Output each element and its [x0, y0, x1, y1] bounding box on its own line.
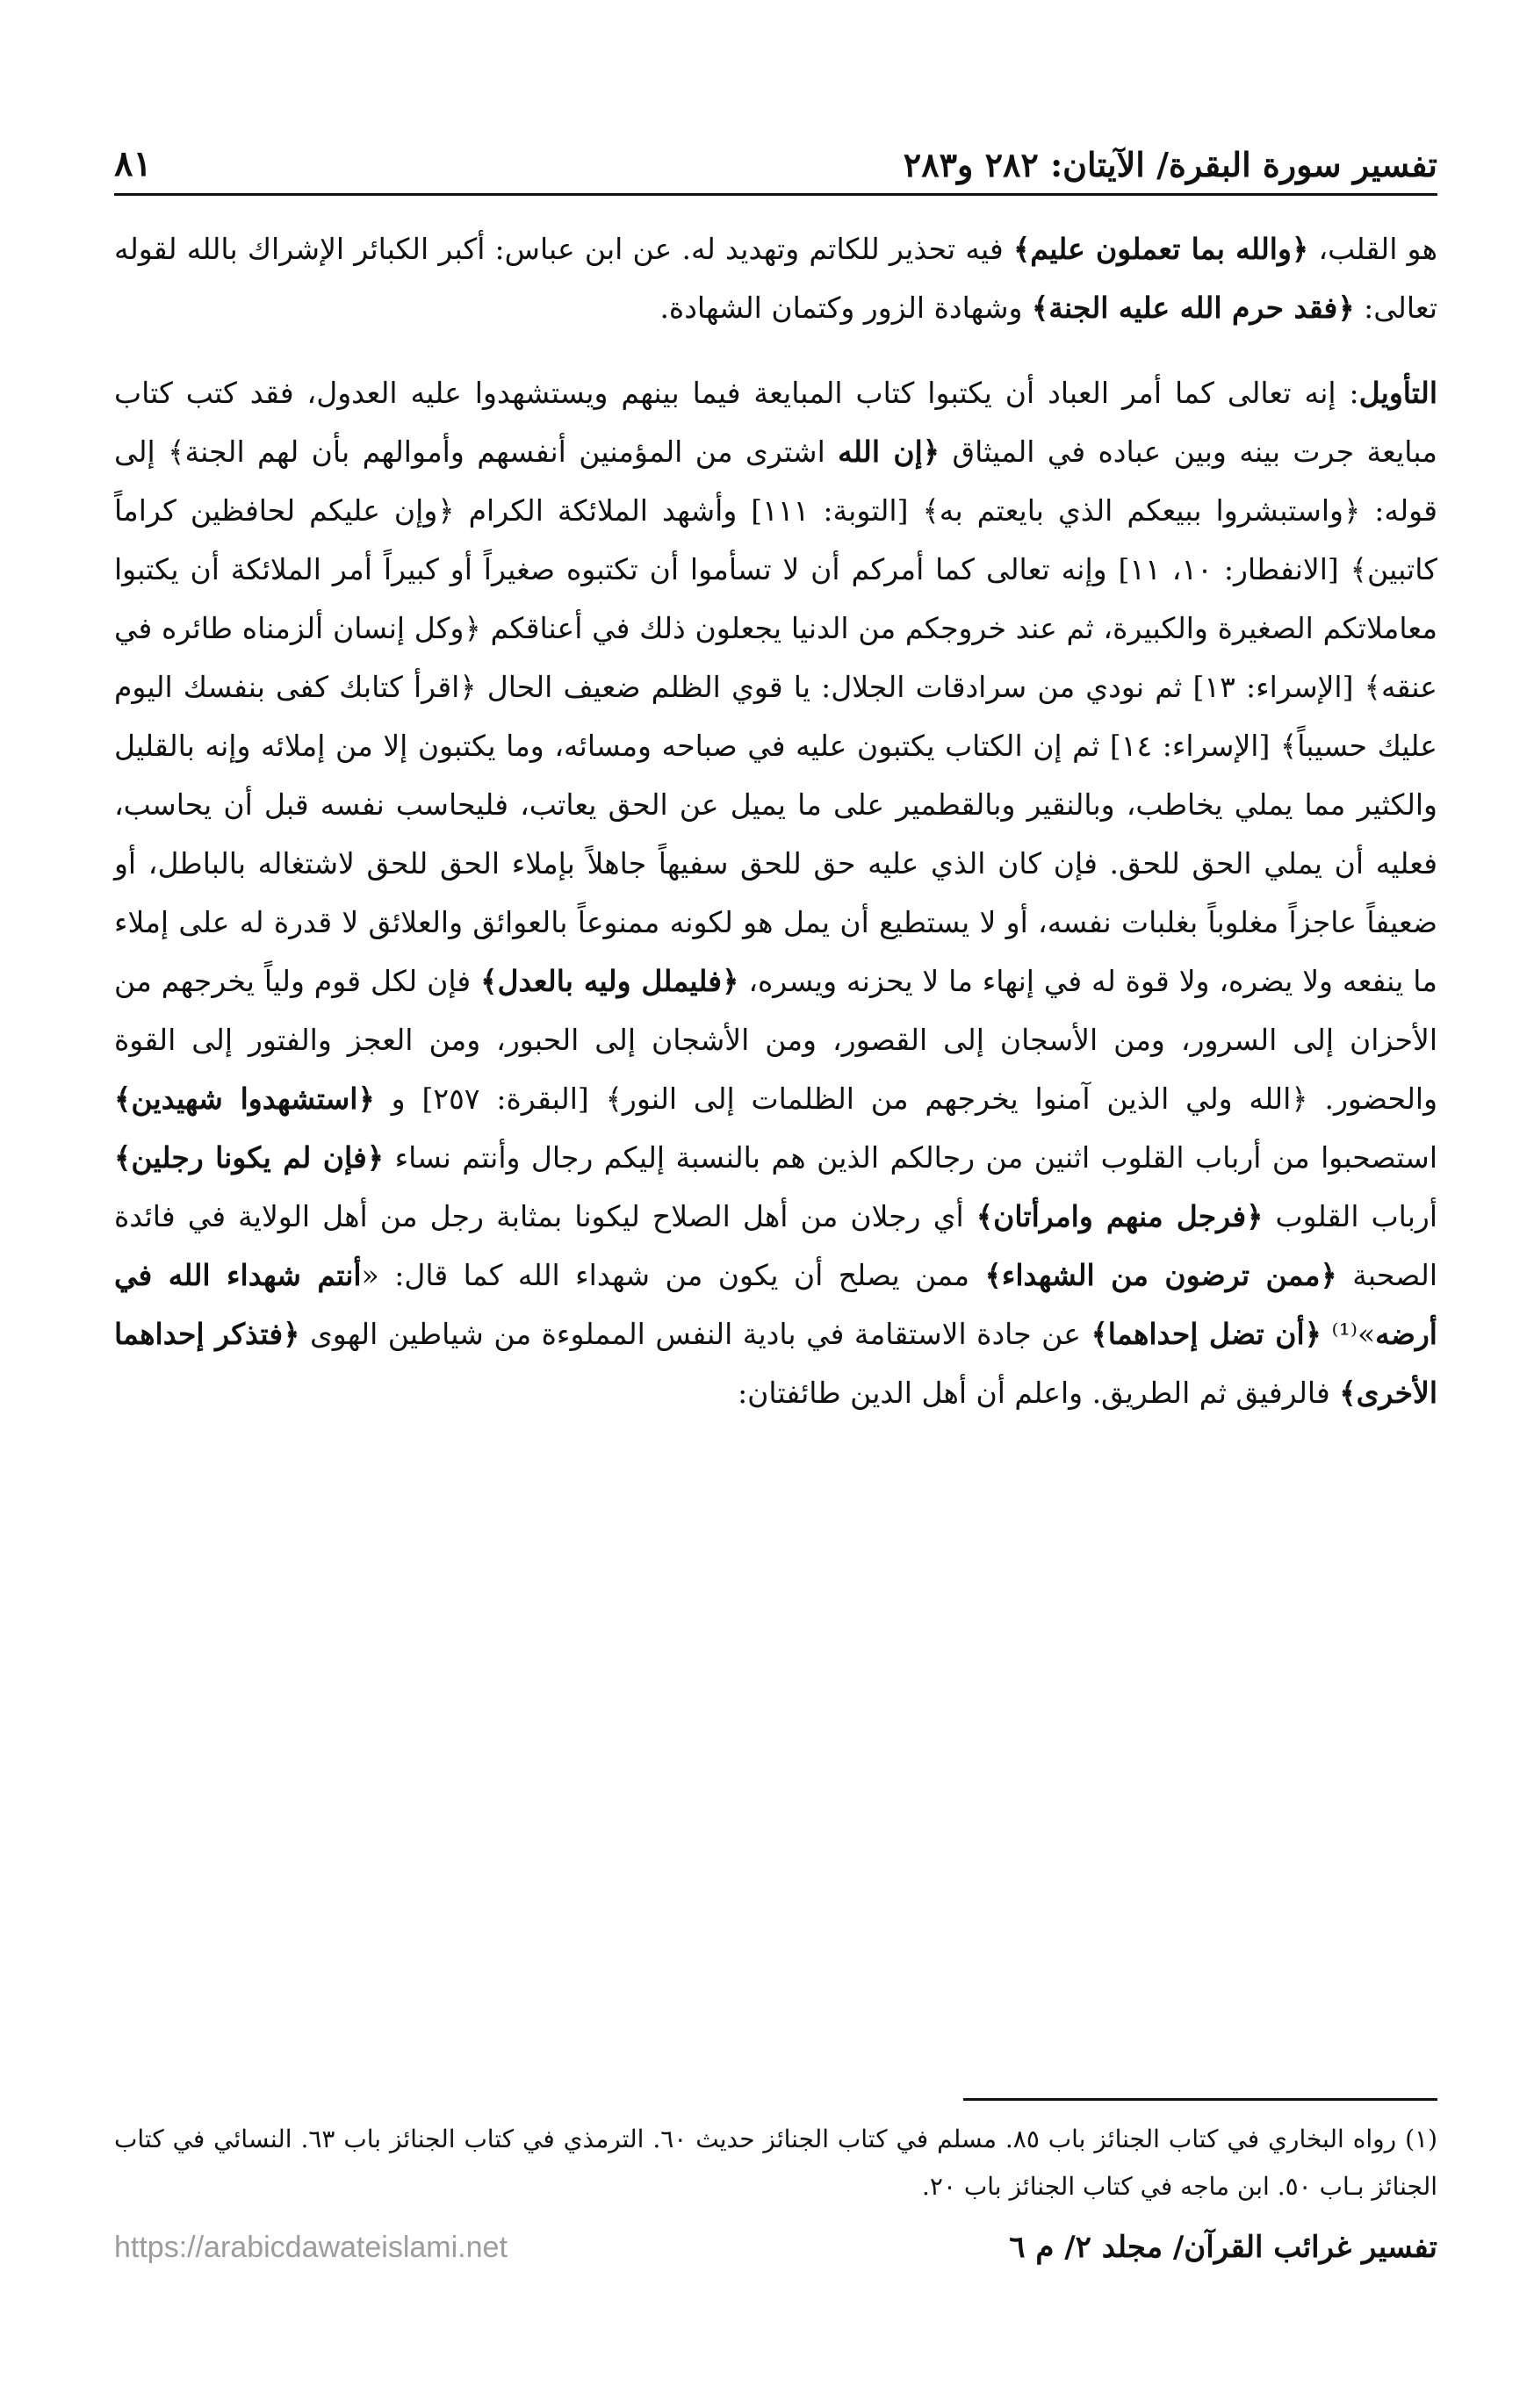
bold-phrase: ﴿إن الله — [838, 435, 940, 469]
bold-phrase: ﴿فإن لم يكونا رجلين﴾ — [114, 1140, 385, 1175]
bold-phrase: ﴿استشهدوا شهيدين﴾ — [114, 1082, 375, 1116]
text-run: فالرفيق ثم الطريق. واعلم أن أهل الدين طائفتان: — [738, 1376, 1340, 1410]
bold-phrase: ﴿أن تضل إحداهما﴾ — [1091, 1317, 1322, 1351]
bold-phrase: ﴿فقد حرم الله عليه الجنة﴾ — [1031, 291, 1355, 325]
bold-phrase: ﴿فليملل وليه بالعدل﴾ — [480, 964, 739, 998]
page-number: ٨١ — [114, 143, 152, 184]
text-run: استصحبوا من أرباب القلوب اثنين من رجالكم الذين هم بالنسبة إليكم رجال وأنتم نساء — [384, 1140, 1437, 1175]
text-run: : إنه تعالى كما أمر العباد أن يكتبوا كتاب المبايعة فيما بينهم ويستشهدوا عليه العدول، فقد كتب كتاب مبايعة جرت بينه وبين عباده في الميثاق — [114, 376, 1437, 469]
text-run: أرباب القلوب — [1263, 1199, 1437, 1233]
main-text — [114, 219, 1437, 1422]
text-run: أي رجلان من أهل الصلاح ليكونا بمثابة رجل من أهل الولاية في فائدة الصحبة — [114, 1199, 1437, 1292]
page-header — [114, 132, 1437, 184]
paragraph — [114, 219, 1437, 337]
paragraph — [114, 363, 1437, 1422]
text-run: »⁽¹⁾ — [1321, 1317, 1376, 1351]
text-run: ممن يصلح أن يكون من شهداء الله كما قال: « — [361, 1258, 985, 1292]
footnote: (١) رواه البخاري في كتاب الجنائز باب ٨٥. مسلم في كتاب الجنائز حديث ٦٠. الترمذي في كتاب الجنائز باب ٦٣. النسائي في كتاب الجنائز بـاب ٥٠. ابن ماجه في كتاب الجنائز باب ٢٠. — [114, 2124, 1438, 2201]
text-run: وشهادة الزور وكتمان الشهادة. — [659, 291, 1032, 325]
footnote-divider — [963, 2098, 1437, 2101]
text-run: اشترى من المؤمنين أنفسهم وأموالهم بأن لهم الجنة﴾ إلى قوله: ﴿واستبشروا ببيعكم الذي بايعتم به﴾ [التوبة: ١١١] وأشهد الملائكة الكرام ﴿وإن عليكم لحافظين كراماً كاتبين﴾ [الانفطار: ١٠، ١١] وإنه تعالى كما أمركم أن لا تسأموا أن تكتبوه صغيراً أو كبيراً أمر الملائكة أن يكتبوا معاملاتكم الصغيرة والكبيرة، ثم عند خروجكم من الدنيا يجعلون ذلك في أعناقكم ﴿وكل إنسان ألزمناه طائره في عنقه﴾ [الإسراء: ١٣] ثم نودي من سرادقات الجلال: يا قوي الظلم ضعيف الحال ﴿اقرأ كتابك كفى بنفسك اليوم عليك حسيباً﴾ [الإسراء: ١٤] ثم إن الكتاب يكتبون عليه في صباحه ومسائه، وما يكتبون إلا من إملائه وإنه بالقليل والكثير مما يملي يخاطب، وبالنقير وبالقطمير على ما يميل عن الحق يعاتب، فليحاسب نفسه قبل أن يحاسب، فعليه أن يملي الحق للحق. فإن كان الذي عليه حق للحق سفيهاً جاهلاً بإملاء الحق للحق لاشتغاله بالباطل، أو ضعيفاً عاجزاً مغلوباً بغلبات نفسه، أو لا يستطيع أن يمل هو لكونه ممنوعاً بالعوائق والعلائق لا قدرة له على إملاء ما ينفعه ولا يضره، ولا قوة له في إنهاء ما لا يحزنه ويسره، — [114, 435, 1437, 998]
header-divider — [114, 193, 1437, 196]
bold-phrase: التأويل — [1358, 376, 1437, 410]
text-run: فإن لكل قوم ولياً يخرجهم من الأحزان إلى السرور، ومن الأسجان إلى القصور، ومن الأشجان إلى الحبور، ومن العجز والفتور إلى القوة والحضور. ﴿الله ولي الذين آمنوا يخرجهم من الظلمات إلى النور﴾ [البقرة: ٢٥٧] و — [114, 964, 1438, 1116]
text-run: عن جادة الاستقامة في بادية النفس المملوءة من شياطين الهوى — [299, 1317, 1091, 1351]
bold-phrase: ﴿ممن ترضون من الشهداء﴾ — [984, 1258, 1337, 1292]
bold-phrase: أنتم شهداء الله في أرضه — [114, 1258, 1437, 1351]
bold-phrase: ﴿فتذكر إحداهما الأخرى﴾ — [114, 1317, 1437, 1410]
text-run: هو القلب، — [1308, 232, 1438, 266]
text-run: فيه تحذير للكاتم وتهديد له. عن ابن عباس: أكبر الكبائر الإشراك بالله لقوله تعالى: — [114, 232, 1437, 325]
running-title: تفسير سورة البقرة/ الآيتان: ٢٨٢ و٢٨٣ — [903, 145, 1437, 184]
volume-signature: تفسير غرائب القرآن/ مجلد ٢/ م ٦ — [1009, 2230, 1437, 2265]
watermark-url: https://arabicdawateislami.net — [114, 2230, 508, 2264]
bold-phrase: ﴿فرجل منهم وامرأتان﴾ — [976, 1199, 1264, 1233]
bold-phrase: ﴿والله بما تعملون عليم﴾ — [1012, 232, 1309, 266]
page-footer — [114, 2221, 1437, 2274]
